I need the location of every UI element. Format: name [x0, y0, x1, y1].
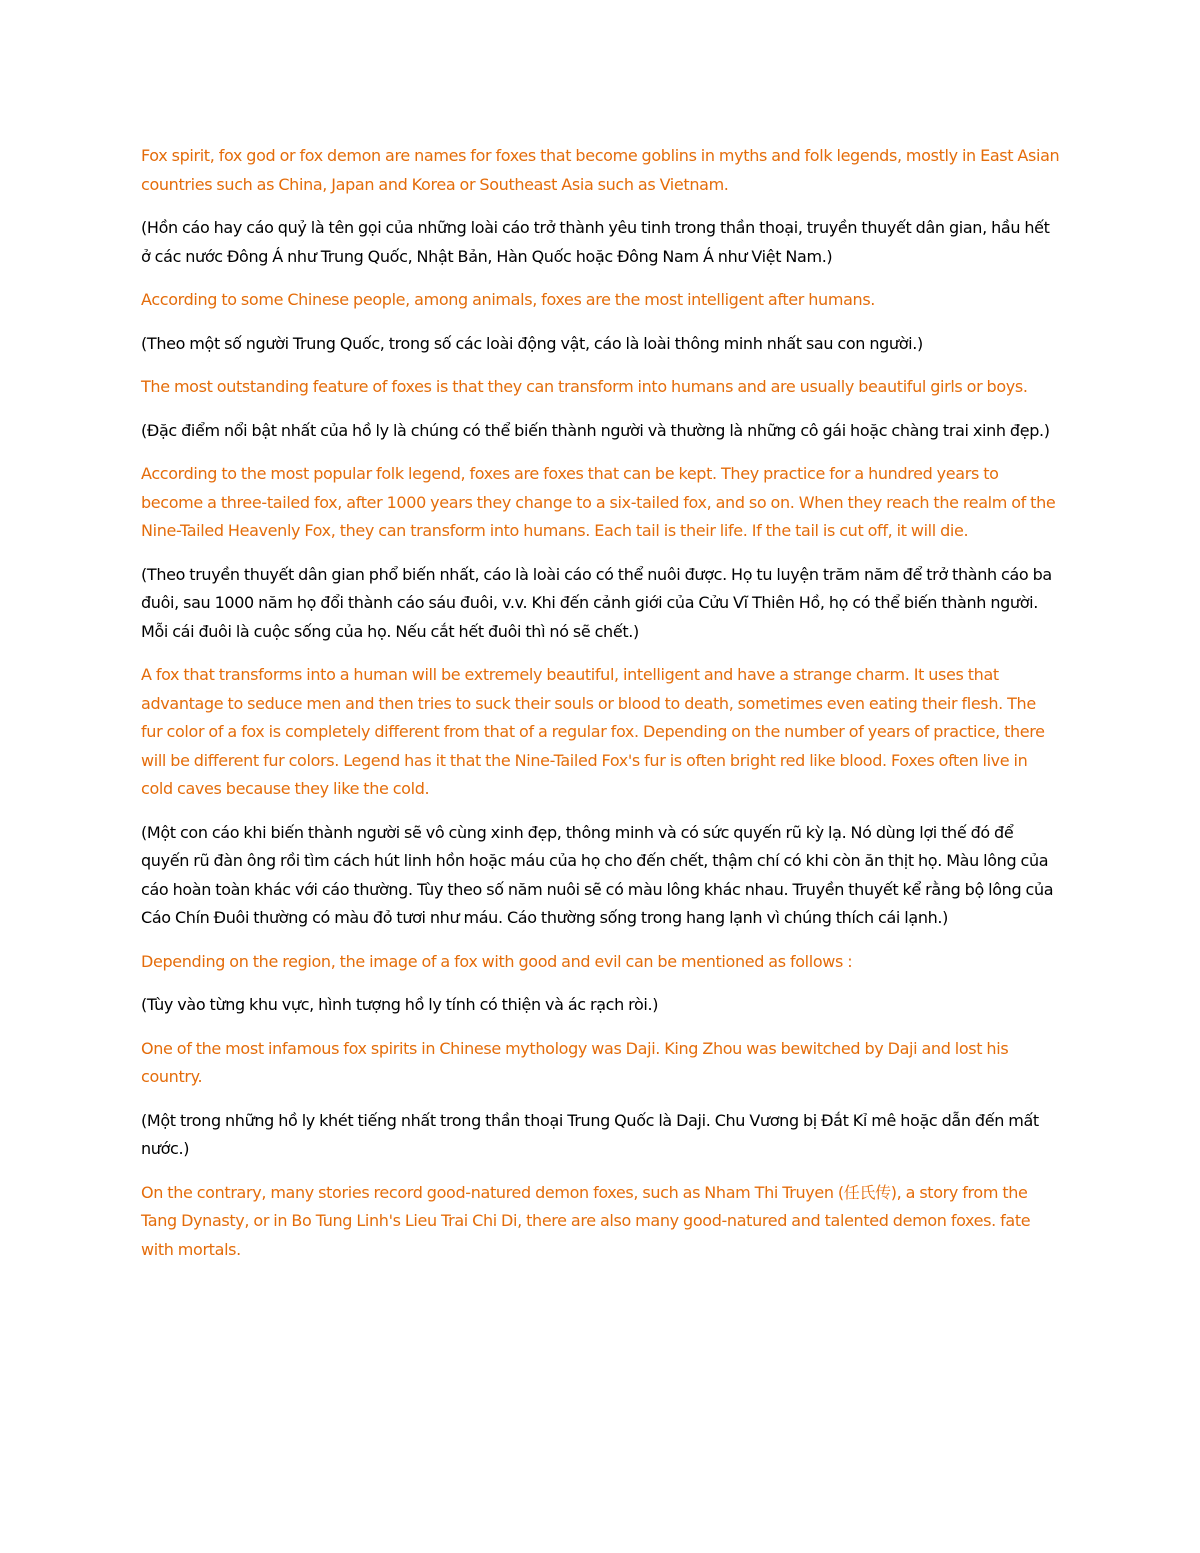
paragraph-english-6: Depending on the region, the image of a fox with good and evil can be mentioned as follows :	[141, 951, 853, 971]
paragraph-vietnamese-7: (Một trong những hồ ly khét tiếng nhất trong thần thoại Trung Quốc là Daji. Chu Vương bị Đắt Kỉ mê hoặc dẫn đến mất nước.)	[141, 1110, 1039, 1158]
paragraph-english-2: According to some Chinese people, among animals, foxes are the most intelligent after humans.	[141, 290, 876, 309]
paragraph-english-5: A fox that transforms into a human will be extremely beautiful, intelligent and have a strange charm. It uses that advantage to seduce men and then tries to suck their souls or blood to death, sometimes even eating their flesh. The fur color of a fox is completely different from that of a regular fox. Depending on the number of years of practice, there will be different fur colors. Legend has it that the Nine-Tailed Fox's fur is often bright red like blood. Foxes often live in cold caves because they like the cold.	[141, 665, 1045, 798]
paragraph-vietnamese-4: (Theo truyền thuyết dân gian phổ biến nhất, cáo là loài cáo có thể nuôi được. Họ tu luyện trăm năm để trở thành cáo ba đuôi, sau 1000 năm họ đổi thành cáo sáu đuôi, v.v. Khi đến cảnh giới của Cửu Vĩ Thiên Hồ, họ có thể biến thành người. Mỗi cái đuôi là cuộc sống của họ. Nếu cắt hết đuôi thì nó sẽ chết.)	[141, 564, 1052, 641]
paragraph-vietnamese-2: (Theo một số người Trung Quốc, trong số các loài động vật, cáo là loài thông minh nhất sau con người.)	[141, 333, 923, 353]
paragraph-vietnamese-1: (Hồn cáo hay cáo quỷ là tên gọi của những loài cáo trở thành yêu tinh trong thần thoại, truyền thuyết dân gian, hầu hết ở các nước Đông Á như Trung Quốc, Nhật Bản, Hàn Quốc hoặc Đông Nam Á như Việt Nam.)	[141, 218, 1050, 266]
document-page	[141, 142, 1061, 1279]
paragraph-vietnamese-5: (Một con cáo khi biến thành người sẽ vô cùng xinh đẹp, thông minh và có sức quyến rũ kỳ lạ. Nó dùng lợi thế đó để quyến rũ đàn ông rồi tìm cách hút linh hồn hoặc máu của họ cho đến chết, thậm chí có khi còn ăn thịt họ. Màu lông của cáo hoàn toàn khác với cáo thường. Tùy theo số năm nuôi sẽ có màu lông khác nhau. Truyền thuyết kể rằng bộ lông của Cáo Chín Đuôi thường có màu đỏ tươi như máu. Cáo thường sống trong hang lạnh vì chúng thích cái lạnh.)	[141, 822, 1054, 927]
paragraph-english-7: One of the most infamous fox spirits in Chinese mythology was Daji. King Zhou was bewitched by Daji and lost his country.	[141, 1038, 1009, 1086]
paragraph-vietnamese-3: (Đặc điểm nổi bật nhất của hồ ly là chúng có thể biến thành người và thường là những cô gái hoặc chàng trai xinh đẹp.)	[141, 420, 1050, 440]
paragraph-english-8: On the contrary, many stories record good-natured demon foxes, such as Nham Thi Truyen (任氏传), a story from the Tang Dynasty, or in Bo Tung Linh's Lieu Trai Chi Di, there are also many good-natured and talented demon foxes. fate with mortals.	[141, 1182, 1031, 1259]
paragraph-vietnamese-6: (Tùy vào từng khu vực, hình tượng hồ ly tính có thiện và ác rạch ròi.)	[141, 995, 659, 1014]
paragraph-english-4: According to the most popular folk legend, foxes are foxes that can be kept. They practice for a hundred years to become a three-tailed fox, after 1000 years they change to a six-tailed fox, and so on. When they reach the realm of the Nine-Tailed Heavenly Fox, they can transform into humans. Each tail is their life. If the tail is cut off, it will die.	[141, 464, 1056, 540]
paragraph-english-1: Fox spirit, fox god or fox demon are names for foxes that become goblins in myths and folk legends, mostly in East Asian countries such as China, Japan and Korea or Southeast Asia such as Vietnam.	[141, 146, 1060, 194]
paragraph-english-3: The most outstanding feature of foxes is that they can transform into humans and are usually beautiful girls or boys.	[141, 377, 1028, 396]
